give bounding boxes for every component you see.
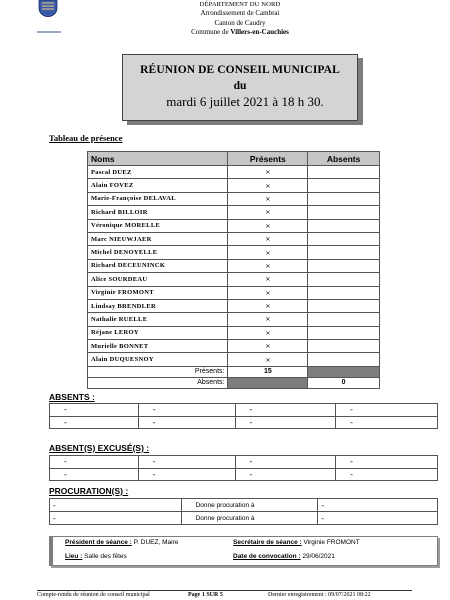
excuses-cell: - — [138, 456, 235, 469]
presence-table — [87, 151, 380, 389]
absent-total-value: 0 — [308, 377, 380, 388]
absent-mark — [308, 192, 380, 205]
procuration-label: Donne procuration à — [181, 499, 318, 512]
absent-mark — [308, 273, 380, 286]
president-label: Président de séance : — [65, 539, 132, 546]
title-line-3: mardi 6 juillet 2021 à 18 h 30. — [166, 94, 324, 109]
lieu-value: Salle des fêtes — [82, 553, 127, 560]
title-line-1: RÉUNION DE CONSEIL MUNICIPAL — [140, 64, 340, 76]
member-name: Véronique MORELLE — [88, 219, 228, 232]
footer-left: Compte-rendu de réunion de conseil municipal — [37, 592, 150, 598]
presence-row — [88, 299, 380, 312]
presence-row — [88, 206, 380, 219]
presence-row — [88, 246, 380, 259]
present-mark: × — [228, 166, 308, 179]
member-name: Pascal DUEZ — [88, 166, 228, 179]
present-mark: × — [228, 299, 308, 312]
coat-of-arms-icon — [37, 0, 59, 17]
absent-mark — [308, 232, 380, 245]
procuration-row — [50, 499, 438, 512]
excuses-row — [50, 456, 438, 469]
procuration-row — [50, 512, 438, 525]
present-mark: × — [228, 246, 308, 259]
absent-total-filler — [228, 377, 308, 388]
absent-mark — [308, 340, 380, 353]
procurations-table — [49, 498, 438, 525]
absent-mark — [308, 299, 380, 312]
absent-mark — [308, 313, 380, 326]
column-header-absent: Absents — [308, 152, 380, 166]
member-name: Richard DECEUNINCK — [88, 259, 228, 272]
procuration-receiver: - — [318, 499, 438, 512]
absent-mark — [308, 219, 380, 232]
lieu-line — [65, 553, 127, 560]
absents-cell: - — [336, 404, 438, 417]
absents-cell: - — [138, 416, 235, 429]
member-name: Richard BILLOIR — [88, 206, 228, 219]
footer-rule — [37, 590, 412, 591]
member-name: Nathalie RUELLE — [88, 313, 228, 326]
excuses-cell: - — [50, 468, 139, 481]
present-mark: × — [228, 206, 308, 219]
presence-row — [88, 353, 380, 366]
excuses-cell: - — [336, 456, 438, 469]
absents-cell: - — [50, 416, 139, 429]
excuses-row — [50, 468, 438, 481]
absents-row — [50, 416, 438, 429]
presence-row — [88, 179, 380, 192]
secretaire-value: Virginie FROMONT — [301, 539, 360, 546]
presence-row — [88, 259, 380, 272]
absent-mark — [308, 326, 380, 339]
absent-mark — [308, 286, 380, 299]
absents-section-title: ABSENTS : — [49, 392, 95, 402]
procuration-receiver: - — [318, 512, 438, 525]
secretaire-line — [233, 539, 360, 546]
present-mark: × — [228, 286, 308, 299]
excuses-cell: - — [50, 456, 139, 469]
present-mark: × — [228, 259, 308, 272]
member-name: Alice SOURDEAU — [88, 273, 228, 286]
presence-row — [88, 232, 380, 245]
present-total-label: Présents: — [88, 366, 228, 377]
present-mark: × — [228, 340, 308, 353]
presence-row — [88, 340, 380, 353]
present-mark: × — [228, 219, 308, 232]
absents-cell: - — [138, 404, 235, 417]
present-mark: × — [228, 326, 308, 339]
absent-mark — [308, 259, 380, 272]
present-total-row — [88, 366, 380, 377]
absents-row — [50, 404, 438, 417]
absent-total-row — [88, 377, 380, 388]
president-value: P. DUEZ, Maire — [131, 539, 179, 546]
convocation-value: 29/06/2021 — [300, 553, 335, 560]
presence-row — [88, 192, 380, 205]
excuses-cell: - — [138, 468, 235, 481]
present-total-filler — [308, 366, 380, 377]
presence-section-title: Tableau de présence — [49, 133, 123, 143]
procuration-giver: - — [50, 512, 182, 525]
president-line — [65, 539, 178, 546]
commune-name: Villers-en-Cauchies — [230, 27, 289, 36]
excuses-cell: - — [235, 456, 336, 469]
absents-cell: - — [336, 416, 438, 429]
convocation-line — [233, 553, 335, 560]
excuses-section-title: ABSENT(S) EXCUSÉ(S) : — [49, 443, 150, 453]
member-name: Marc NIEUWJAER — [88, 232, 228, 245]
commune-prefix: Commune de — [191, 27, 231, 36]
present-mark: × — [228, 273, 308, 286]
department: DÉPARTEMENT DU NORD — [199, 1, 281, 8]
excuses-table — [49, 455, 438, 481]
present-mark: × — [228, 232, 308, 245]
absent-mark — [308, 246, 380, 259]
member-name: Virginie FROMONT — [88, 286, 228, 299]
absent-mark — [308, 353, 380, 366]
member-name: Alain DUQUESNOY — [88, 353, 228, 366]
title-line-2: du — [233, 80, 247, 92]
lieu-label: Lieu : — [65, 553, 83, 560]
presence-header-row — [88, 152, 380, 166]
absents-cell: - — [50, 404, 139, 417]
seance-box — [49, 536, 438, 566]
member-name: Michel DENOYELLE — [88, 246, 228, 259]
procuration-giver: - — [50, 499, 182, 512]
canton: Canton de Caudry — [214, 18, 266, 27]
absents-table — [49, 403, 438, 429]
present-mark: × — [228, 179, 308, 192]
absent-mark — [308, 179, 380, 192]
commune — [140, 28, 340, 37]
absents-cell: - — [235, 404, 336, 417]
arrondissement: Arrondissement de Cambrai — [200, 9, 280, 18]
member-name: Lindsay BRENDLER — [88, 299, 228, 312]
footer-page: Page 1 SUR 5 — [188, 592, 223, 598]
column-header-names: Noms — [88, 152, 228, 166]
procurations-section-title: PROCURATION(S) : — [49, 486, 129, 496]
presence-row — [88, 286, 380, 299]
title-box — [122, 54, 358, 121]
member-name: Réjane LEROY — [88, 326, 228, 339]
member-name: Alain FOVEZ — [88, 179, 228, 192]
header-block — [140, 0, 340, 37]
present-mark: × — [228, 353, 308, 366]
present-mark: × — [228, 313, 308, 326]
crest-caption — [37, 31, 61, 33]
column-header-present: Présents — [228, 152, 308, 166]
presence-row — [88, 273, 380, 286]
presence-row — [88, 219, 380, 232]
procuration-label: Donne procuration à — [181, 512, 318, 525]
convocation-label: Date de convocation : — [233, 553, 301, 560]
secretaire-label: Secrétaire de séance : — [233, 539, 302, 546]
absents-cell: - — [235, 416, 336, 429]
presence-row — [88, 166, 380, 179]
absent-total-label: Absents: — [88, 377, 228, 388]
excuses-cell: - — [336, 468, 438, 481]
presence-row — [88, 313, 380, 326]
presence-row — [88, 326, 380, 339]
member-name: Murielle BONNET — [88, 340, 228, 353]
footer-right: Dernier enregistrement : 09/07/2021 08:22 — [268, 592, 371, 598]
present-total-value: 15 — [228, 366, 308, 377]
present-mark: × — [228, 192, 308, 205]
member-name: Marie-Françoise DELAVAL — [88, 192, 228, 205]
excuses-cell: - — [235, 468, 336, 481]
absent-mark — [308, 166, 380, 179]
absent-mark — [308, 206, 380, 219]
